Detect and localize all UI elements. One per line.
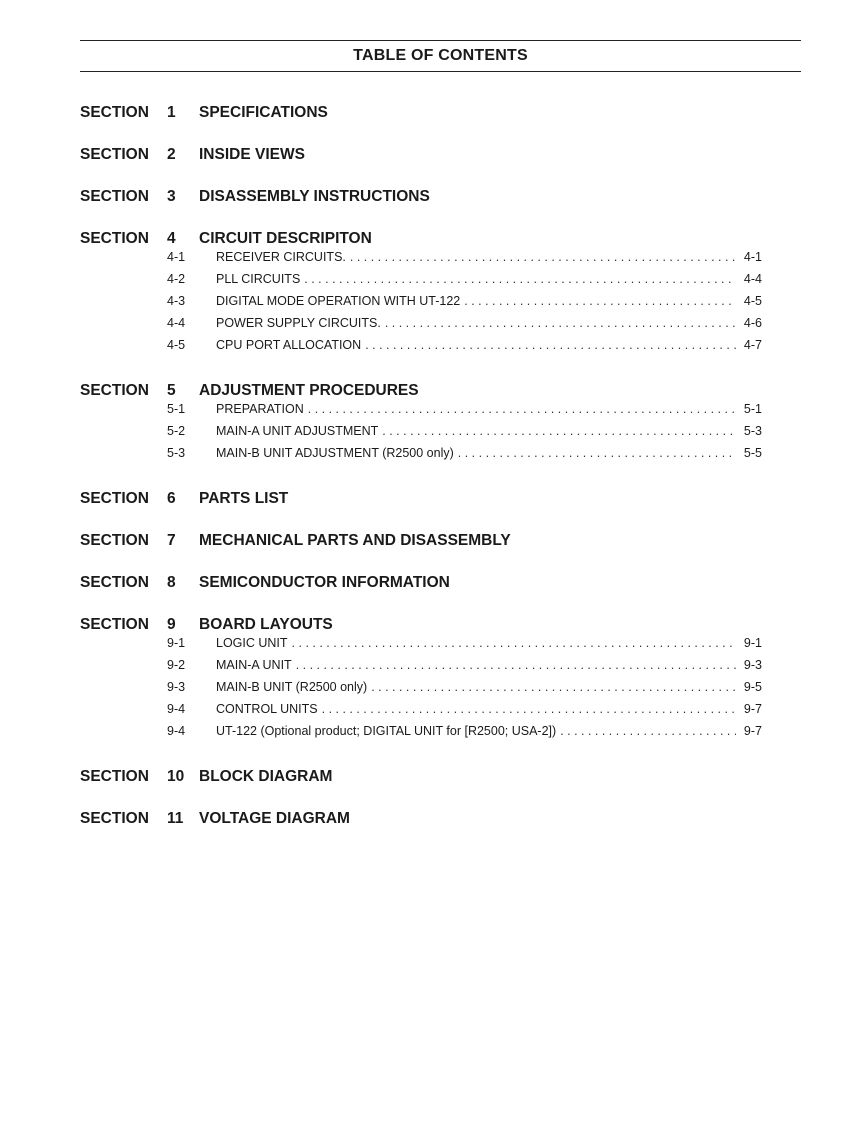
subsection-entry[interactable] [80,250,780,272]
table-of-contents [80,104,780,852]
subsection-number: 5-3 [167,446,186,460]
dot-leader [385,316,736,330]
subsection-title: MAIN-A UNIT ADJUSTMENT [216,424,379,438]
dot-leader [560,724,736,738]
toc-section [80,188,780,208]
subsection-title: RECEIVER CIRCUITS. [216,250,346,264]
toc-section [80,146,780,166]
toc-section [80,616,780,746]
section-number: 8 [167,574,176,591]
page-reference: 4-7 [743,338,762,352]
section-number: 3 [167,188,176,205]
subsection-body [216,724,762,738]
section-number: 2 [167,146,176,163]
dot-leader [371,680,736,694]
page-reference: 9-7 [743,724,762,738]
subsection-number: 9-1 [167,636,186,650]
section-title: MECHANICAL PARTS AND DISASSEMBLY [199,532,511,549]
subsection-number: 4-2 [167,272,186,286]
section-number: 4 [167,230,176,247]
subsection-entry[interactable] [80,424,780,446]
dot-leader [458,446,736,460]
subsection-title: LOGIC UNIT [216,636,288,650]
toc-section [80,768,780,788]
section-heading[interactable] [80,104,780,124]
section-number: 6 [167,490,176,507]
page-reference: 4-5 [743,294,762,308]
section-label: SECTION [80,490,149,507]
subsection-entry[interactable] [80,680,780,702]
dot-leader [322,702,736,716]
section-number: 5 [167,382,176,399]
section-heading[interactable] [80,532,780,552]
page-reference: 5-1 [743,402,762,416]
section-heading[interactable] [80,188,780,208]
page-reference: 9-3 [743,658,762,672]
dot-leader [304,272,736,286]
subsection-list [80,636,780,746]
subsection-list [80,250,780,360]
subsection-entry[interactable] [80,294,780,316]
subsection-title: DIGITAL MODE OPERATION WITH UT-122 [216,294,461,308]
section-number: 10 [167,768,185,785]
toc-section [80,490,780,510]
subsection-number: 9-3 [167,680,186,694]
page-reference: 4-1 [743,250,762,264]
section-heading[interactable] [80,810,780,830]
toc-section [80,230,780,360]
subsection-entry[interactable] [80,702,780,724]
subsection-entry[interactable] [80,316,780,338]
section-heading[interactable] [80,490,780,510]
section-heading[interactable] [80,146,780,166]
page-reference: 4-4 [743,272,762,286]
dot-leader [382,424,736,438]
subsection-entry[interactable] [80,658,780,680]
subsection-title: MAIN-B UNIT (R2500 only) [216,680,368,694]
subsection-entry[interactable] [80,272,780,294]
page-reference: 4-6 [743,316,762,330]
subsection-body [216,250,762,264]
toc-section [80,104,780,124]
section-title: BLOCK DIAGRAM [199,768,333,785]
section-heading[interactable] [80,382,780,402]
section-title: CIRCUIT DESCRIPITON [199,230,372,247]
dot-leader [296,658,736,672]
section-title: VOLTAGE DIAGRAM [199,810,350,827]
subsection-title: UT-122 (Optional product; DIGITAL UNIT for [R2500; USA-2]) [216,724,557,738]
subsection-body [216,338,762,352]
subsection-body [216,636,762,650]
subsection-title: PREPARATION [216,402,304,416]
subsection-number: 4-1 [167,250,186,264]
page-reference: 9-7 [743,702,762,716]
toc-section [80,532,780,552]
dot-leader [292,636,736,650]
section-label: SECTION [80,768,149,785]
section-title: INSIDE VIEWS [199,146,305,163]
section-heading[interactable] [80,574,780,594]
subsection-number: 9-4 [167,702,186,716]
subsection-entry[interactable] [80,446,780,468]
subsection-entry[interactable] [80,636,780,658]
subsection-number: 9-2 [167,658,186,672]
subsection-title: CONTROL UNITS [216,702,318,716]
section-title: DISASSEMBLY INSTRUCTIONS [199,188,430,205]
section-heading[interactable] [80,768,780,788]
subsection-number: 4-3 [167,294,186,308]
section-label: SECTION [80,616,149,633]
section-title: PARTS LIST [199,490,289,507]
section-title: SPECIFICATIONS [199,104,328,121]
subsection-number: 5-2 [167,424,186,438]
section-number: 1 [167,104,176,121]
section-label: SECTION [80,104,149,121]
subsection-body [216,424,762,438]
section-number: 9 [167,616,176,633]
page-reference: 5-3 [743,424,762,438]
section-label: SECTION [80,382,149,399]
section-number: 7 [167,532,176,549]
toc-section [80,382,780,468]
subsection-body [216,316,762,330]
section-title: BOARD LAYOUTS [199,616,333,633]
dot-leader [464,294,736,308]
section-number: 11 [167,810,184,827]
section-label: SECTION [80,146,149,163]
section-title: SEMICONDUCTOR INFORMATION [199,574,450,591]
subsection-title: PLL CIRCUITS [216,272,301,286]
subsection-body [216,658,762,672]
subsection-number: 5-1 [167,402,186,416]
section-label: SECTION [80,810,149,827]
subsection-title: CPU PORT ALLOCATION [216,338,362,352]
page-reference: 9-5 [743,680,762,694]
subsection-number: 4-5 [167,338,186,352]
section-label: SECTION [80,532,149,549]
subsection-number: 9-4 [167,724,186,738]
top-rule [80,40,801,41]
section-label: SECTION [80,574,149,591]
subsection-entry[interactable] [80,724,780,746]
subsection-title: MAIN-B UNIT ADJUSTMENT (R2500 only) [216,446,454,460]
subsection-body [216,402,762,416]
section-label: SECTION [80,188,149,205]
toc-section [80,810,780,830]
subsection-body [216,272,762,286]
section-heading[interactable] [80,616,780,636]
bottom-rule [80,71,801,72]
dot-leader [350,250,736,264]
page-title: TABLE OF CONTENTS [353,47,528,64]
subsection-title: POWER SUPPLY CIRCUITS. [216,316,381,330]
subsection-body [216,446,762,460]
subsection-entry[interactable] [80,402,780,424]
page-reference: 5-5 [743,446,762,460]
subsection-title: MAIN-A UNIT [216,658,292,672]
section-title: ADJUSTMENT PROCEDURES [199,382,419,399]
page-reference: 9-1 [743,636,762,650]
section-label: SECTION [80,230,149,247]
subsection-body [216,702,762,716]
dot-leader [365,338,736,352]
section-heading[interactable] [80,230,780,250]
subsection-list [80,402,780,468]
subsection-number: 4-4 [167,316,186,330]
subsection-body [216,294,762,308]
subsection-body [216,680,762,694]
toc-section [80,574,780,594]
subsection-entry[interactable] [80,338,780,360]
dot-leader [308,402,736,416]
